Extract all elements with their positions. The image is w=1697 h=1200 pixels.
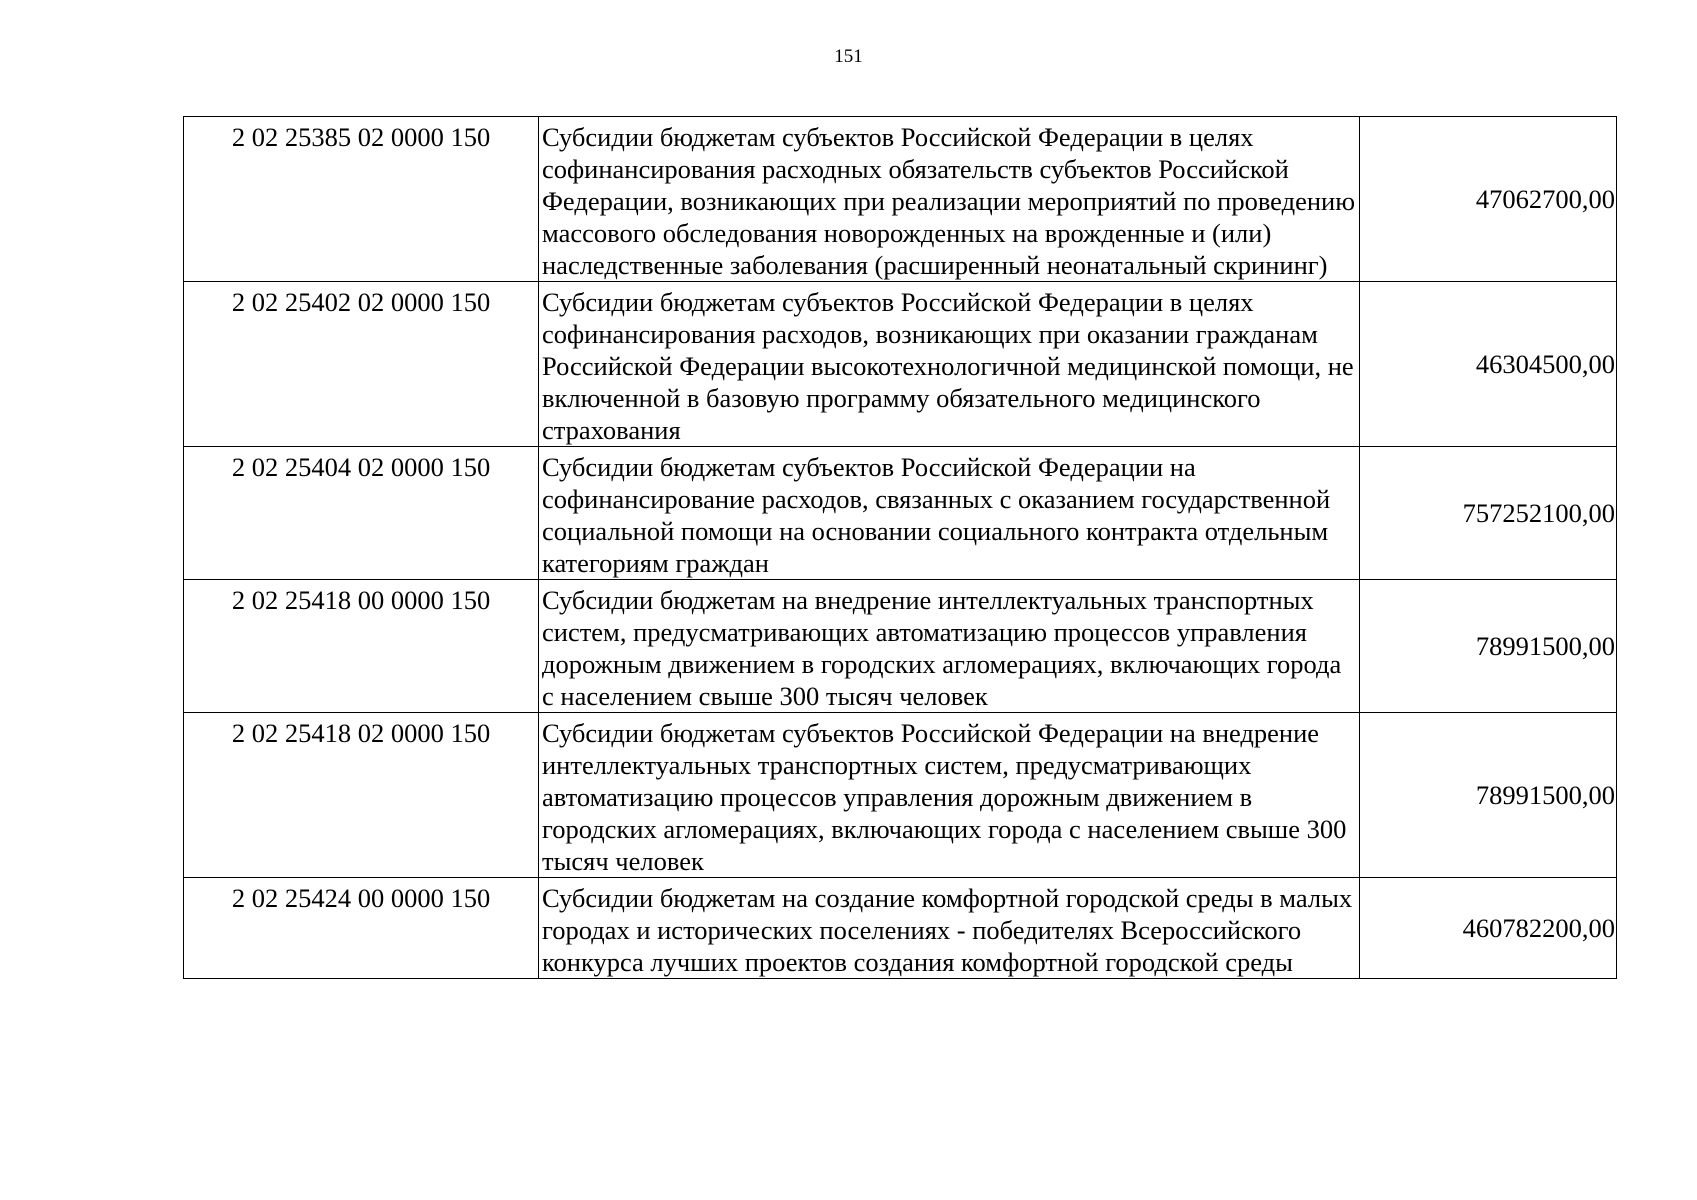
revenue-description: Субсидии бюджетам субъектов Российской Федерации в целях софинансирования расходов, возникающих при оказании гражданам Российской Федерации высокотехнологичной медицинской помощи, не включенной в базовую программу обязательного медицинского страхования bbox=[539, 282, 1360, 447]
budget-classification-code: 2 02 25402 02 0000 150 bbox=[184, 282, 539, 447]
revenue-description: Субсидии бюджетам субъектов Российской Федерации на внедрение интеллектуальных транспортных систем, предусматривающих автоматизацию процессов управления дорожным движением в городских агломерациях, включающих города с населением свыше 300 тысяч человек bbox=[539, 713, 1360, 878]
budget-classification-code: 2 02 25404 02 0000 150 bbox=[184, 447, 539, 580]
table-row bbox=[184, 282, 1617, 447]
budget-classification-code: 2 02 25418 00 0000 150 bbox=[184, 580, 539, 713]
budget-classification-code: 2 02 25418 02 0000 150 bbox=[184, 713, 539, 878]
amount: 47062700,00 bbox=[1360, 117, 1617, 282]
revenue-description: Субсидии бюджетам на внедрение интеллектуальных транспортных систем, предусматривающих автоматизацию процессов управления дорожным движением в городских агломерациях, включающих города с населением свыше 300 тысяч человек bbox=[539, 580, 1360, 713]
amount: 460782200,00 bbox=[1360, 878, 1617, 979]
amount: 46304500,00 bbox=[1360, 282, 1617, 447]
amount: 757252100,00 bbox=[1360, 447, 1617, 580]
table-row bbox=[184, 580, 1617, 713]
revenue-description: Субсидии бюджетам субъектов Российской Федерации в целях софинансирования расходных обязательств субъектов Российской Федерации, возникающих при реализации мероприятий по проведению массового обследования новорожденных на врожденные и (или) наследственные заболевания (расширенный неонатальный скрининг) bbox=[539, 117, 1360, 282]
table-row bbox=[184, 447, 1617, 580]
table-row bbox=[184, 878, 1617, 979]
budget-revenue-table bbox=[183, 116, 1617, 979]
revenue-description: Субсидии бюджетам на создание комфортной городской среды в малых городах и исторических поселениях - победителях Всероссийского конкурса лучших проектов создания комфортной городской среды bbox=[539, 878, 1360, 979]
budget-classification-code: 2 02 25424 00 0000 150 bbox=[184, 878, 539, 979]
budget-classification-code: 2 02 25385 02 0000 150 bbox=[184, 117, 539, 282]
amount: 78991500,00 bbox=[1360, 580, 1617, 713]
table-row bbox=[184, 117, 1617, 282]
revenue-description: Субсидии бюджетам субъектов Российской Федерации на софинансирование расходов, связанных с оказанием государственной социальной помощи на основании социального контракта отдельным категориям граждан bbox=[539, 447, 1360, 580]
page-number: 151 bbox=[834, 46, 863, 67]
table-row bbox=[184, 713, 1617, 878]
amount: 78991500,00 bbox=[1360, 713, 1617, 878]
